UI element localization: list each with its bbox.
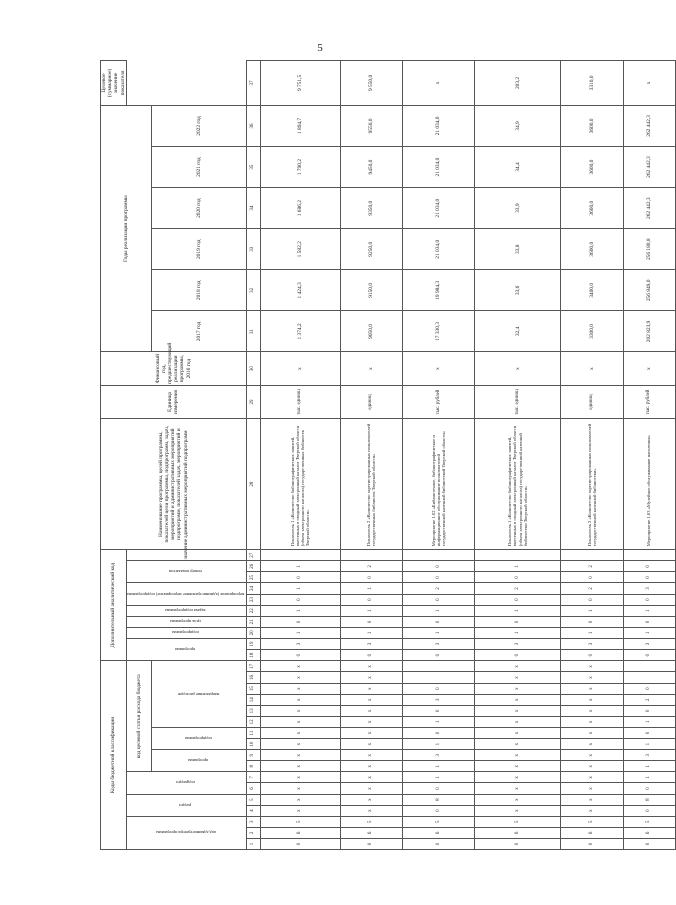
header-podrazdel: подраздел <box>126 772 246 794</box>
code-digit: 0 <box>623 727 675 738</box>
header-name: Наименование программы, целей программы, показателей цели программы, подпрограмм, задач, мероприятий и административных мероприятий подпрограмм, показателей задач, мероприятий и административных мероприятий подпрограмм <box>101 419 247 550</box>
column-number: 37 <box>246 61 260 106</box>
code-digit: x <box>475 739 561 750</box>
code-digit: x <box>561 750 623 761</box>
column-number: 32 <box>246 270 260 311</box>
additional-code-digit: 0 <box>623 650 675 661</box>
row-year-value: 262 442,3 <box>623 147 675 188</box>
additional-code-digit: 0 <box>475 650 561 661</box>
column-number: 27 <box>246 550 260 561</box>
row-unit: единиц <box>340 385 402 418</box>
row-target-value: 9 550,0 <box>340 61 402 106</box>
row-name: Показатель 2 «Количество зарегистрированных пользователей государственных библиотек Тверской области» <box>340 419 402 550</box>
table-row <box>623 61 675 850</box>
row-year-value: 21 034,0 <box>402 229 474 270</box>
row-name: Показатель 1 «Количество библиографических записей, внесенных в сводный электронный каталог Тверской области (объем электронного каталога) государственных библиотек Тверской области» <box>260 419 340 550</box>
code-digit: x <box>475 794 561 805</box>
code-digit: x <box>475 805 561 816</box>
budget-table <box>100 60 676 850</box>
additional-code-digit: 0 <box>340 594 402 605</box>
code-digit: 6 <box>475 827 561 838</box>
row-year-value: 3300,0 <box>561 311 623 352</box>
additional-code-digit: 0 <box>623 594 675 605</box>
code-digit: 0 <box>623 705 675 716</box>
additional-code-digit: 3 <box>402 638 474 649</box>
header-expense-code: код целевой статьи расхода бюджета <box>126 661 152 772</box>
code-digit: 6 <box>623 827 675 838</box>
table-row <box>402 61 474 850</box>
column-number: 7 <box>246 772 260 783</box>
code-digit: x <box>475 683 561 694</box>
code-digit: x <box>340 727 402 738</box>
header-add-event: мероприятие (административное мероприятие) подпрограммы <box>126 583 246 605</box>
additional-code-digit: 0 <box>475 594 561 605</box>
code-digit: x <box>340 739 402 750</box>
row-year-value: 33,8 <box>475 229 561 270</box>
row-prev-year: x <box>475 352 561 385</box>
code-digit: x <box>475 761 561 772</box>
column-number: 25 <box>246 572 260 583</box>
column-number: 33 <box>246 229 260 270</box>
code-digit: 5 <box>561 816 623 827</box>
code-digit: 3 <box>402 750 474 761</box>
row-year-value: 21 034,0 <box>402 188 474 229</box>
row-year-value: 19 984,3 <box>402 270 474 311</box>
additional-code-digit: 3 <box>260 638 340 649</box>
code-digit: x <box>340 750 402 761</box>
code-digit: 2 <box>623 694 675 705</box>
column-number: 4 <box>246 805 260 816</box>
additional-code-digit: 3 <box>475 638 561 649</box>
additional-code-digit: 1 <box>475 627 561 638</box>
code-digit: x <box>561 705 623 716</box>
additional-code-digit: 0 <box>561 616 623 627</box>
code-digit: x <box>260 727 340 738</box>
additional-code-digit: 1 <box>623 605 675 616</box>
column-number: 2 <box>246 827 260 838</box>
additional-code-digit: 0 <box>402 594 474 605</box>
rotated-table-wrapper <box>100 60 653 850</box>
additional-code-digit: 1 <box>402 627 474 638</box>
code-digit <box>402 672 474 683</box>
column-number: 19 <box>246 638 260 649</box>
code-digit: x <box>260 772 340 783</box>
header-year-2021: 2021 год <box>152 147 246 188</box>
header-subprogram: подпрограмма <box>152 727 246 749</box>
additional-code-digit: 1 <box>561 627 623 638</box>
row-year-value: 3600,0 <box>561 105 623 146</box>
row-year-value: 3600,0 <box>561 229 623 270</box>
code-digit: x <box>340 805 402 816</box>
row-unit: тыс. единиц <box>475 385 561 418</box>
additional-code-digit <box>340 550 402 561</box>
code-digit: 0 <box>340 838 402 849</box>
header-budget-codes: Коды бюджетной классификации <box>101 661 127 850</box>
code-digit: 0 <box>402 727 474 738</box>
additional-code-digit: 0 <box>623 616 675 627</box>
row-year-value: 202 823,9 <box>623 311 675 352</box>
code-digit: 0 <box>402 705 474 716</box>
code-digit: x <box>260 716 340 727</box>
header-add-task: задача подпрограммы <box>126 605 246 616</box>
row-target-value: x <box>402 61 474 106</box>
row-unit: единиц <box>561 385 623 418</box>
additional-code-digit: 1 <box>475 605 561 616</box>
additional-code-digit: 3 <box>623 638 675 649</box>
code-digit: 0 <box>260 838 340 849</box>
code-digit: 6 <box>561 827 623 838</box>
code-digit: 0 <box>475 838 561 849</box>
additional-code-digit: 0 <box>561 572 623 583</box>
code-digit: x <box>561 772 623 783</box>
code-digit: 6 <box>402 827 474 838</box>
row-target-value: 203,2 <box>475 61 561 106</box>
additional-code-digit: 2 <box>402 583 474 594</box>
code-digit: x <box>260 805 340 816</box>
code-digit: x <box>561 672 623 683</box>
row-year-value: 21 034,0 <box>402 105 474 146</box>
row-year-value: 17 330,3 <box>402 311 474 352</box>
header-prev-year: Финансовый год, предшествующий реализации программы, 2016 год <box>101 352 247 385</box>
code-digit: x <box>260 694 340 705</box>
column-number: 23 <box>246 594 260 605</box>
code-digit: x <box>561 694 623 705</box>
row-year-value: 34,4 <box>475 147 561 188</box>
code-digit <box>623 672 675 683</box>
code-digit: 0 <box>402 838 474 849</box>
additional-code-digit <box>260 550 340 561</box>
table-row <box>340 61 402 850</box>
column-number: 5 <box>246 794 260 805</box>
row-year-value: 32,4 <box>475 311 561 352</box>
header-program: программа <box>152 750 246 772</box>
additional-code-digit: 0 <box>623 561 675 572</box>
column-number: 22 <box>246 605 260 616</box>
code-digit: x <box>260 750 340 761</box>
additional-code-digit <box>475 550 561 561</box>
code-digit: x <box>340 794 402 805</box>
additional-code-digit: 2 <box>475 583 561 594</box>
additional-code-digit: 0 <box>402 650 474 661</box>
column-number: 21 <box>246 616 260 627</box>
additional-code-digit: 0 <box>260 594 340 605</box>
row-year-value: 3600,0 <box>561 147 623 188</box>
row-year-value: 33,9 <box>475 188 561 229</box>
code-digit: 5 <box>402 816 474 827</box>
code-digit: 1 <box>402 772 474 783</box>
row-year-value: 3600,0 <box>561 188 623 229</box>
row-year-value: 9350,0 <box>340 188 402 229</box>
additional-code-digit: 1 <box>260 583 340 594</box>
additional-code-digit: 3 <box>623 583 675 594</box>
additional-code-digit: 1 <box>260 561 340 572</box>
additional-code-digit: 1 <box>340 605 402 616</box>
row-year-value: 262 442,3 <box>623 105 675 146</box>
row-year-value: 256 180,8 <box>623 229 675 270</box>
code-digit: 0 <box>623 683 675 694</box>
additional-code-digit: 0 <box>475 572 561 583</box>
column-number: 31 <box>246 311 260 352</box>
row-prev-year: x <box>561 352 623 385</box>
row-year-value: 9150,0 <box>340 270 402 311</box>
header-years-group: Годы реализации программы <box>101 105 152 352</box>
additional-code-digit <box>402 550 474 561</box>
additional-code-digit: 0 <box>402 572 474 583</box>
row-prev-year: x <box>402 352 474 385</box>
code-digit: x <box>475 750 561 761</box>
row-year-value: 262 442,3 <box>623 188 675 229</box>
header-year-2020: 2020 год <box>152 188 246 229</box>
row-year-value: 9450,0 <box>340 147 402 188</box>
row-unit: тыс. рублей <box>402 385 474 418</box>
additional-code-digit: 1 <box>340 627 402 638</box>
row-prev-year: x <box>260 352 340 385</box>
code-digit: 1 <box>623 761 675 772</box>
row-prev-year: x <box>623 352 675 385</box>
code-digit: x <box>561 783 623 794</box>
additional-code-digit: 0 <box>623 572 675 583</box>
row-year-value: 1 374,2 <box>260 311 340 352</box>
header-direction: направление расходов <box>152 661 246 728</box>
code-digit: x <box>260 661 340 672</box>
row-year-value: 34,9 <box>475 105 561 146</box>
column-number: 11 <box>246 727 260 738</box>
code-digit: 3 <box>623 750 675 761</box>
code-digit: x <box>561 739 623 750</box>
code-digit: x <box>260 705 340 716</box>
column-number: 14 <box>246 694 260 705</box>
code-digit: 5 <box>260 816 340 827</box>
additional-code-digit <box>561 550 623 561</box>
header-add-goal: цель программы <box>126 616 246 627</box>
row-name: Показатель 2 «Количество зарегистрированных пользователей государственной казенной библиотеки» <box>561 419 623 550</box>
code-digit: 1 <box>623 716 675 727</box>
code-digit: x <box>561 661 623 672</box>
code-digit: x <box>340 661 402 672</box>
header-year-2017: 2017 год <box>152 311 246 352</box>
header-year-2019: 2019 год <box>152 229 246 270</box>
code-digit: x <box>475 694 561 705</box>
column-number: 9 <box>246 750 260 761</box>
code-digit: x <box>475 727 561 738</box>
additional-code-digit: 0 <box>260 650 340 661</box>
column-number: 15 <box>246 683 260 694</box>
code-digit: x <box>475 705 561 716</box>
row-year-value: 1 582,2 <box>260 229 340 270</box>
code-digit: x <box>475 661 561 672</box>
header-unit: Единица измерения <box>101 385 247 418</box>
code-digit <box>623 661 675 672</box>
row-year-value: 9250,0 <box>340 229 402 270</box>
code-digit: 0 <box>402 805 474 816</box>
code-digit: x <box>340 772 402 783</box>
column-number: 10 <box>246 739 260 750</box>
code-digit: 0 <box>402 683 474 694</box>
table-row <box>260 61 340 850</box>
code-digit: 0 <box>402 783 474 794</box>
code-digit: 1 <box>402 716 474 727</box>
column-number: 18 <box>246 650 260 661</box>
additional-code-digit: 0 <box>260 572 340 583</box>
column-number: 24 <box>246 583 260 594</box>
header-add-subprogram: подпрограмма <box>126 627 246 638</box>
additional-code-digit: 0 <box>561 650 623 661</box>
row-unit: тыс. единиц <box>260 385 340 418</box>
row-name: Мероприятие 1.03 «Музейное обслуживание населения» <box>623 419 675 550</box>
row-name: Показатель 1 «Количество библиографических записей, внесенных в сводный электронный каталог Тверской области (объем электронного каталога) государственной казенной библиотеки Тверской области» <box>475 419 561 550</box>
header-target-value: значение <box>126 550 246 561</box>
additional-code-digit: 0 <box>340 650 402 661</box>
code-digit: 0 <box>561 838 623 849</box>
code-digit: 5 <box>475 816 561 827</box>
row-target-value: x <box>623 61 675 106</box>
code-digit: x <box>340 672 402 683</box>
additional-code-digit: 1 <box>475 561 561 572</box>
column-number: 30 <box>246 352 260 385</box>
additional-code-digit: 0 <box>402 616 474 627</box>
code-digit: 6 <box>260 827 340 838</box>
code-digit: 0 <box>623 838 675 849</box>
additional-code-digit: 2 <box>340 561 402 572</box>
additional-code-digit: 0 <box>340 616 402 627</box>
additional-code-digit: 0 <box>561 594 623 605</box>
code-digit: x <box>260 683 340 694</box>
row-year-value: 9050,0 <box>340 311 402 352</box>
column-numbers-row <box>246 61 260 850</box>
header-admin-code: код администратора программы <box>126 816 246 849</box>
column-number: 34 <box>246 188 260 229</box>
row-year-value: 21 034,0 <box>402 147 474 188</box>
code-digit: x <box>561 794 623 805</box>
additional-code-digit: 2 <box>561 561 623 572</box>
column-number: 8 <box>246 761 260 772</box>
additional-code-digit <box>623 550 675 561</box>
code-digit: x <box>561 761 623 772</box>
code-digit: 1 <box>623 739 675 750</box>
row-year-value: 1 424,3 <box>260 270 340 311</box>
code-digit: x <box>561 716 623 727</box>
row-year-value: 3400,0 <box>561 270 623 311</box>
code-digit <box>402 661 474 672</box>
row-prev-year: x <box>340 352 402 385</box>
header-add-program: программа <box>126 638 246 660</box>
code-digit: 1 <box>402 761 474 772</box>
code-digit: 3 <box>402 694 474 705</box>
code-digit: 5 <box>623 816 675 827</box>
column-number: 35 <box>246 147 260 188</box>
column-number: 16 <box>246 672 260 683</box>
column-number: 1 <box>246 838 260 849</box>
column-number: 20 <box>246 627 260 638</box>
code-digit: x <box>260 783 340 794</box>
code-digit: x <box>475 672 561 683</box>
code-digit: x <box>260 739 340 750</box>
code-digit: 1 <box>623 772 675 783</box>
code-digit: x <box>260 761 340 772</box>
code-digit: 0 <box>623 805 675 816</box>
additional-code-digit: 1 <box>623 627 675 638</box>
row-unit: тыс. рублей <box>623 385 675 418</box>
code-digit: 6 <box>340 827 402 838</box>
additional-code-digit: 2 <box>561 583 623 594</box>
code-digit: x <box>340 783 402 794</box>
code-digit: x <box>561 727 623 738</box>
header-add-indicator: номер показателя <box>126 561 246 583</box>
row-year-value: 1 790,2 <box>260 147 340 188</box>
page-number: 5 <box>317 42 323 54</box>
additional-code-digit: 0 <box>340 572 402 583</box>
row-year-value: 33,6 <box>475 270 561 311</box>
code-digit: x <box>561 805 623 816</box>
table-row <box>561 61 623 850</box>
column-number: 6 <box>246 783 260 794</box>
code-digit: x <box>340 694 402 705</box>
code-digit: 8 <box>402 794 474 805</box>
additional-code-digit: 1 <box>402 605 474 616</box>
table-row <box>475 61 561 850</box>
additional-code-digit: 3 <box>561 638 623 649</box>
row-year-value: 9550,0 <box>340 105 402 146</box>
code-digit: x <box>260 794 340 805</box>
code-digit: x <box>475 716 561 727</box>
code-digit: 1 <box>402 739 474 750</box>
code-digit: x <box>340 683 402 694</box>
header-additional-code: Дополнительный аналитический код <box>101 550 127 661</box>
code-digit: x <box>561 683 623 694</box>
header-razdel: раздел <box>126 794 246 816</box>
column-number: 13 <box>246 705 260 716</box>
column-number: 36 <box>246 105 260 146</box>
column-number: 26 <box>246 561 260 572</box>
code-digit: x <box>340 761 402 772</box>
additional-code-digit: 0 <box>260 616 340 627</box>
column-number: 12 <box>246 716 260 727</box>
row-year-value: 1 894,7 <box>260 105 340 146</box>
additional-code-digit: 0 <box>475 616 561 627</box>
code-digit: x <box>475 783 561 794</box>
additional-code-digit: 1 <box>340 583 402 594</box>
row-target-value: 9 751,5 <box>260 61 340 106</box>
code-digit: x <box>340 716 402 727</box>
code-digit: 8 <box>623 794 675 805</box>
column-number: 28 <box>246 419 260 550</box>
row-year-value: 256 849,0 <box>623 270 675 311</box>
code-digit: x <box>475 772 561 783</box>
code-digit: x <box>260 672 340 683</box>
row-target-value: 3310,0 <box>561 61 623 106</box>
code-digit: x <box>340 705 402 716</box>
additional-code-digit: 0 <box>402 561 474 572</box>
row-year-value: 1 686,2 <box>260 188 340 229</box>
header-target: Целевое (суммарное) значение показателя <box>101 61 127 106</box>
additional-code-digit: 1 <box>260 605 340 616</box>
additional-code-digit: 1 <box>561 605 623 616</box>
additional-code-digit: 1 <box>260 627 340 638</box>
column-number: 17 <box>246 661 260 672</box>
code-digit: 5 <box>340 816 402 827</box>
header-year-2018: 2018 год <box>152 270 246 311</box>
column-number: 29 <box>246 385 260 418</box>
header-year-2022: 2022 год <box>152 105 246 146</box>
column-number: 3 <box>246 816 260 827</box>
additional-code-digit: 3 <box>340 638 402 649</box>
row-name: Мероприятие 1.02 «Библиотечное, библиографическое и информационное обслуживание пользователей государственной казенной библиотекой Тверской области» <box>402 419 474 550</box>
code-digit: 0 <box>623 783 675 794</box>
